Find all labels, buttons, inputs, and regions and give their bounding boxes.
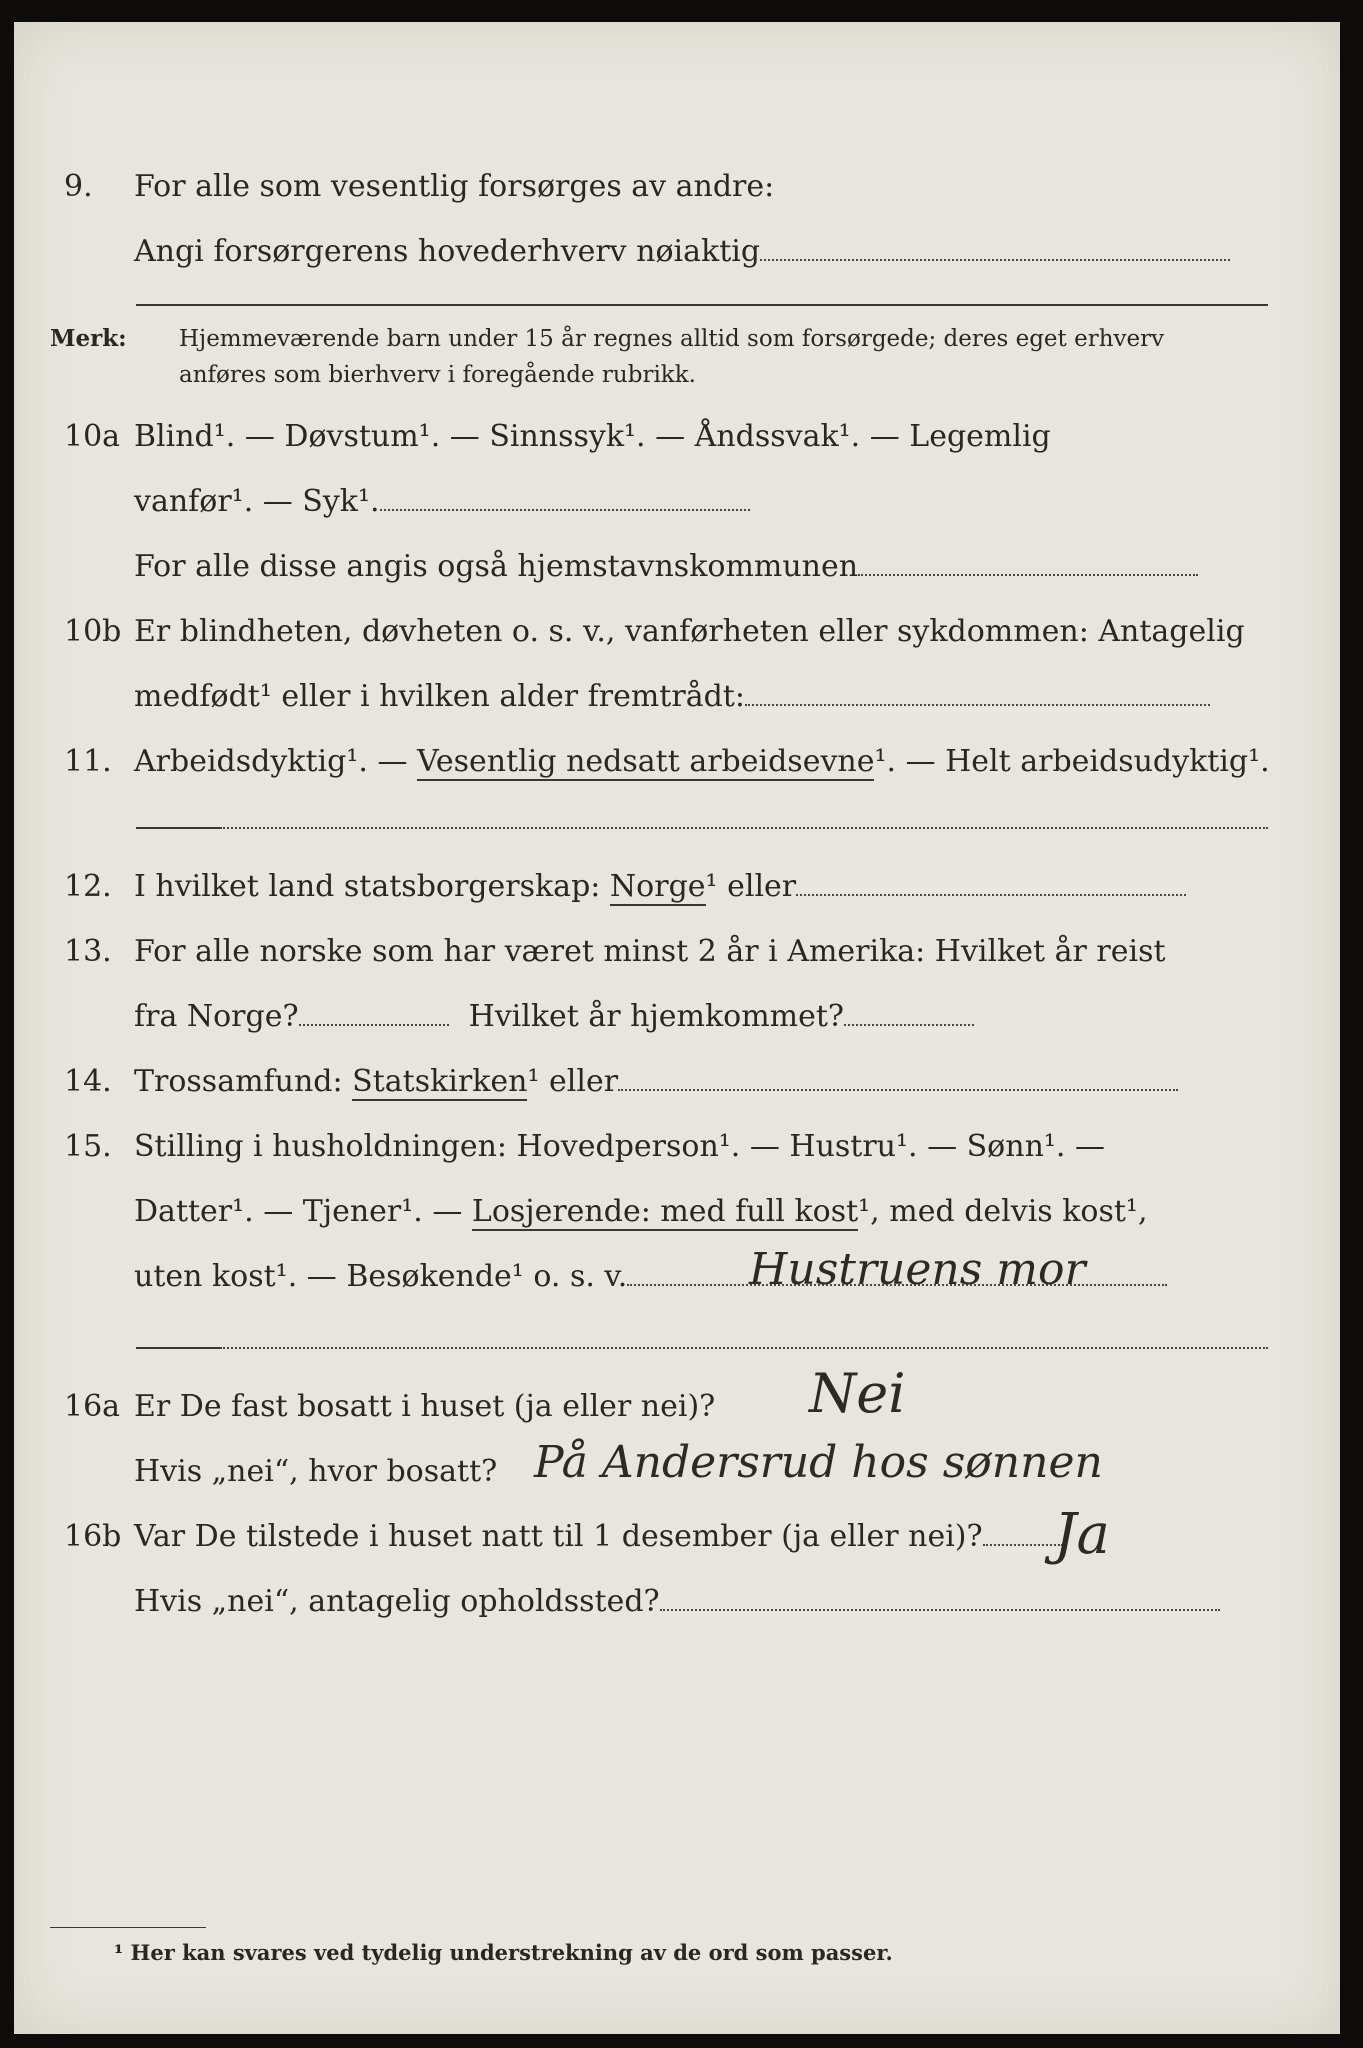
q13-text-line1: For alle norske som har været minst 2 år i Amerika: Hvilket år reist [134, 934, 1166, 969]
q13-row [14, 932, 1340, 972]
q15-row3 [14, 1257, 1340, 1297]
q11-option-udyktig: ¹. — Helt arbeidsudyktig¹. [874, 744, 1270, 779]
q15-text-line1: Stilling i husholdningen: Hovedperson¹. — Hustru¹. — Sønn¹. — [134, 1129, 1105, 1164]
q15-divider-left [136, 1347, 220, 1349]
q15-losjerende-underlined: Losjerende: med full kost [471, 1194, 859, 1229]
q14-row [14, 1062, 1340, 1102]
q10a-row [14, 417, 1340, 457]
q11-divider-left [136, 827, 220, 829]
q11-number: 11. [64, 744, 112, 779]
q16b-answer-field[interactable] [983, 1520, 1063, 1546]
q16b-row2 [14, 1582, 1340, 1622]
q11-divider-right [220, 827, 1268, 829]
q11-row [14, 742, 1340, 782]
q16b-text-line1: Var De tilstede i huset natt til 1 desember (ja eller nei)? [134, 1519, 983, 1554]
q10a-text-line1: Blind¹. — Døvstum¹. — Sinnssyk¹. — Åndssvak¹. — Legemlig [134, 419, 1051, 454]
q10a-row2 [14, 482, 1340, 522]
q12-norge-underlined: Norge [609, 869, 706, 904]
merk-text-line2: anføres som bierhverv i foregående rubrikk. [179, 362, 696, 388]
q9-row2 [14, 232, 1340, 272]
q10b-text-line2: medfødt¹ eller i hvilken alder fremtrådt: [134, 679, 745, 714]
merk-text-line1: Hjemmeværende barn under 15 år regnes alltid som forsørgede; deres eget erhverv [179, 326, 1165, 352]
q13-reist-field[interactable] [299, 1000, 449, 1026]
q16b-opholdssted-field[interactable] [660, 1585, 1220, 1611]
q16a-row [14, 1387, 1340, 1427]
q9-divider [136, 304, 1268, 306]
q13-reist-label: fra Norge? [134, 999, 299, 1034]
q9-answer-field[interactable] [760, 235, 1230, 261]
q15-text-line2a: Datter¹. — Tjener¹. — [134, 1194, 472, 1229]
q14-statskirken-underlined: Statskirken [352, 1064, 528, 1099]
q15-number: 15. [64, 1129, 112, 1164]
q15-handwritten-answer: Hustruens mor [749, 1244, 1086, 1295]
q9-text-line1: For alle som vesentlig forsørges av andre: [134, 169, 775, 204]
q10b-row [14, 612, 1340, 652]
q13-hjemkommet-field[interactable] [844, 1000, 974, 1026]
q12-answer-field[interactable] [796, 870, 1186, 896]
q9-row [14, 167, 1340, 207]
q16a-handwritten-bosted: På Andersrud hos sønnen [534, 1437, 1103, 1488]
q10a-number: 10a [64, 419, 121, 454]
q13-hjemkommet-label: Hvilket år hjemkommet? [468, 999, 845, 1034]
q12-row [14, 867, 1340, 907]
q10a-hjemstavn-field[interactable] [858, 550, 1198, 576]
q11-option-nedsatt-underlined: Vesentlig nedsatt arbeidsevne [416, 744, 875, 779]
q15-row [14, 1127, 1340, 1167]
q10b-row2 [14, 677, 1340, 717]
q14-eller: ¹ eller [527, 1064, 619, 1099]
q13-row2 [14, 997, 1340, 1037]
q15-row2 [14, 1192, 1340, 1232]
q10a-text-line2: vanfør¹. — Syk¹. [134, 484, 380, 519]
q15-text-line2c: ¹, med delvis kost¹, [858, 1194, 1148, 1229]
q9-text-line2: Angi forsørgerens hovederhverv nøiaktig [134, 234, 761, 269]
q14-answer-field[interactable] [618, 1065, 1178, 1091]
q15-text-line3: uten kost¹. — Besøkende¹ o. s. v. [134, 1259, 628, 1294]
q16a-number: 16a [64, 1389, 121, 1424]
q10b-text-line1: Er blindheten, døvheten o. s. v., vanførheten eller sykdommen: Antagelig [134, 614, 1245, 649]
q16b-row [14, 1517, 1340, 1557]
q16b-handwritten-answer: Ja [1054, 1502, 1110, 1567]
q10b-answer-field[interactable] [745, 680, 1210, 706]
q16a-text-line2: Hvis „nei“, hvor bosatt? [134, 1454, 498, 1489]
q9-number: 9. [64, 169, 93, 204]
q14-number: 14. [64, 1064, 112, 1099]
q10a-text-line3: For alle disse angis også hjemstavnskommunen [134, 549, 859, 584]
q12-number: 12. [64, 869, 112, 904]
q14-text: Trossamfund: [134, 1064, 353, 1099]
q12-eller: ¹ eller [705, 869, 797, 904]
q10b-number: 10b [64, 614, 122, 649]
q16a-text-line1: Er De fast bosatt i huset (ja eller nei)? [134, 1389, 716, 1424]
q16b-number: 16b [64, 1519, 122, 1554]
q10a-row3 [14, 547, 1340, 587]
q10a-answer-field[interactable] [380, 485, 750, 511]
footnote-rule [50, 1927, 206, 1928]
q16a-handwritten-answer: Nei [809, 1362, 906, 1425]
q13-number: 13. [64, 934, 112, 969]
q12-text: I hvilket land statsborgerskap: [134, 869, 610, 904]
q15-divider-right [220, 1347, 1268, 1349]
census-form-page [14, 22, 1340, 2034]
q16b-text-line2: Hvis „nei“, antagelig opholdssted? [134, 1584, 660, 1619]
footnote-text: ¹ Her kan svares ved tydelig understrekning av de ord som passer. [114, 1940, 893, 1965]
merk-label: Merk: [50, 325, 127, 352]
q11-option-arbeidsdyktig: Arbeidsdyktig¹. — [134, 744, 417, 779]
